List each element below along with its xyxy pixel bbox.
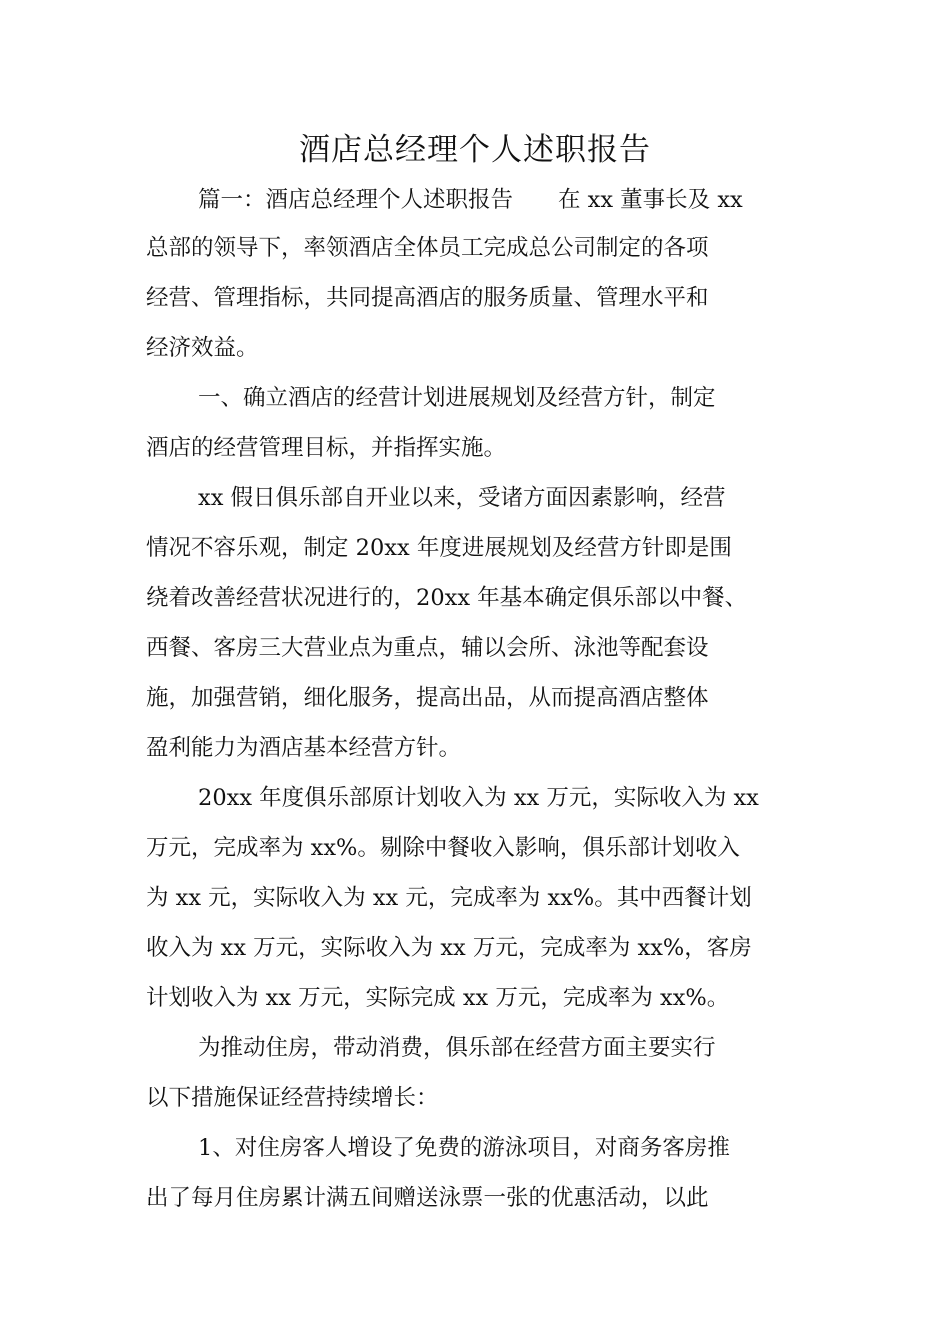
paragraph-line: 为 xx 元，实际收入为 xx 元，完成率为 xx%。其中西餐计划 (146, 885, 752, 911)
document-title: 酒店总经理个人述职报告 (299, 132, 651, 168)
paragraph-line: 20xx 年度俱乐部原计划收入为 xx 万元，实际收入为 xx (198, 785, 759, 811)
paragraph-line: 酒店的经营管理目标，并指挥实施。 (146, 435, 507, 461)
paragraph-line: 一、确立酒店的经营计划进展规划及经营方针，制定 (198, 385, 716, 411)
paragraph-line: 经济效益。 (146, 335, 259, 361)
paragraph-line: 篇一：酒店总经理个人述职报告 在 xx 董事长及 xx (198, 187, 743, 213)
paragraph-line: xx 假日俱乐部自开业以来，受诸方面因素影响，经营 (198, 485, 726, 511)
paragraph-line: 西餐、客房三大营业点为重点，辅以会所、泳池等配套设 (146, 635, 709, 661)
paragraph-line: 1、对住房客人增设了免费的游泳项目，对商务客房推 (198, 1135, 730, 1161)
paragraph-line: 盈利能力为酒店基本经营方针。 (146, 735, 462, 761)
paragraph-line: 施，加强营销，细化服务，提高出品，从而提高酒店整体 (146, 685, 709, 711)
paragraph-line: 收入为 xx 万元，实际收入为 xx 万元，完成率为 xx%，客房 (146, 935, 752, 961)
paragraph-line: 出了每月住房累计满五间赠送泳票一张的优惠活动，以此 (146, 1185, 709, 1211)
paragraph-line: 绕着改善经营状况进行的，20xx 年基本确定俱乐部以中餐、 (146, 585, 748, 611)
paragraph-line: 万元，完成率为 xx%。剔除中餐收入影响，俱乐部计划收入 (146, 835, 740, 861)
paragraph-line: 总部的领导下，率领酒店全体员工完成总公司制定的各项 (146, 235, 709, 261)
paragraph-line: 经营、管理指标，共同提高酒店的服务质量、管理水平和 (146, 285, 709, 311)
paragraph-line: 情况不容乐观，制定 20xx 年度进展规划及经营方针即是围 (146, 535, 732, 561)
paragraph-line: 计划收入为 xx 万元，实际完成 xx 万元，完成率为 xx%。 (146, 985, 730, 1011)
paragraph-line: 为推动住房，带动消费，俱乐部在经营方面主要实行 (198, 1035, 716, 1061)
paragraph-line: 以下措施保证经营持续增长： (146, 1085, 439, 1111)
